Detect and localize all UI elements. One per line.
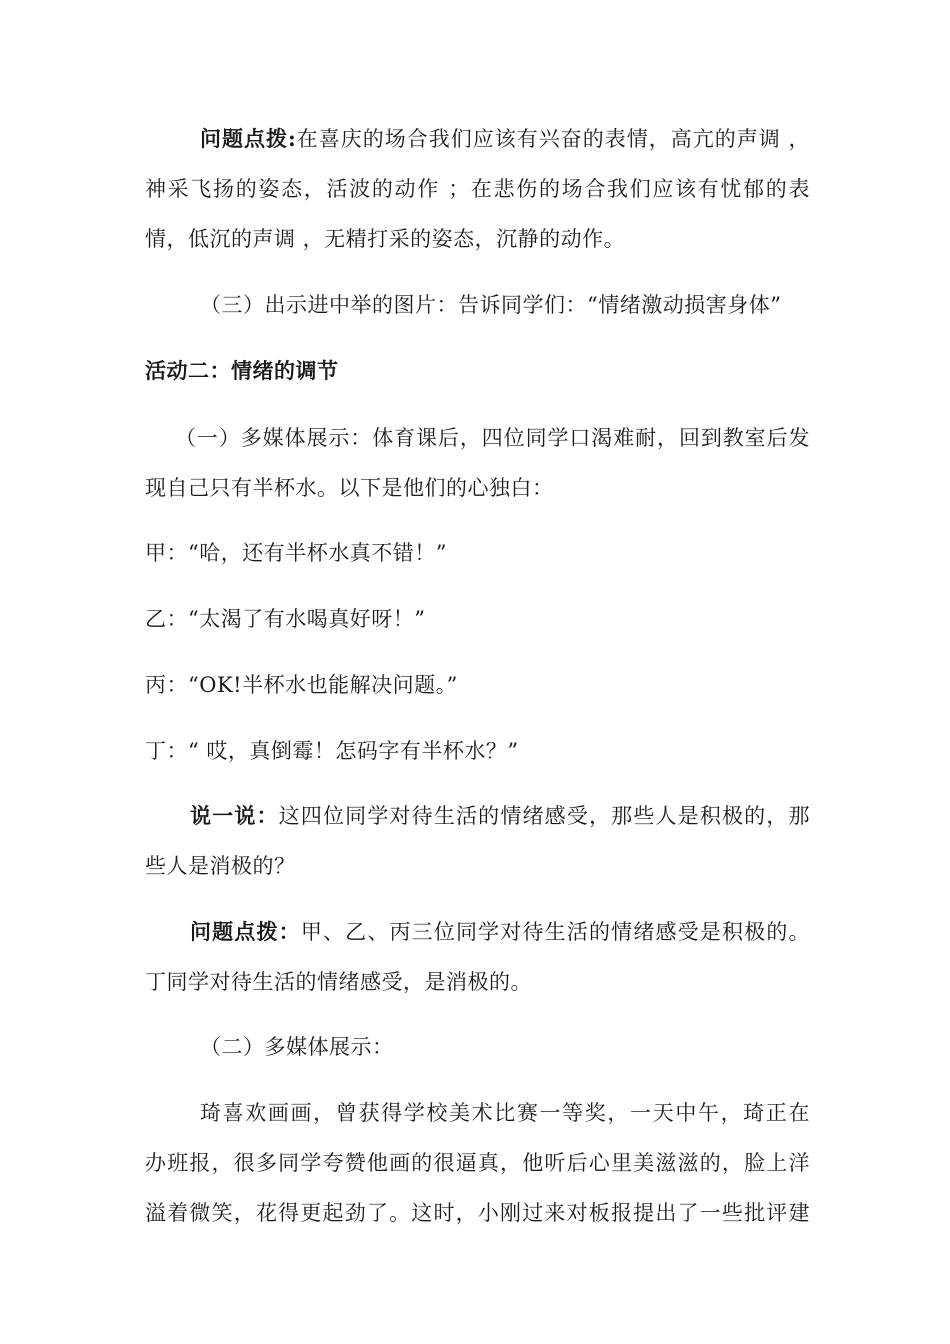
para3-line1: （一）多媒体展示：体育课后，四位同学口渴难耐，回到教室后发 — [175, 426, 810, 450]
para5-text-1: 甲、乙、丙三位同学对待生活的情绪感受是积极的。 — [300, 920, 811, 944]
para1-line1 — [200, 125, 810, 153]
para1-line2: 神采飞扬的姿态，活波的动作 ；在悲伤的场合我们应该有忧郁的表 — [145, 177, 810, 201]
para4-label: 说一说： — [190, 803, 279, 828]
para2-text: （三）出示进中举的图片：告诉同学们：“情绪激动损害身体” — [200, 293, 782, 317]
para1-line3: 情，低沉的声调 ，无精打采的姿态，沉静的动作。 — [145, 227, 626, 251]
para3-line2: 现自己只有半杯水。以下是他们的心独白： — [145, 476, 554, 500]
quote-jia: 甲：“哈，还有半杯水真不错！” — [145, 541, 447, 565]
para1-text-1: 在喜庆的场合我们应该有兴奋的表情，高亢的声调 ， — [296, 127, 810, 151]
para1-label: 问题点拨: — [200, 126, 297, 151]
para7-line2: 办班报，很多同学夸赞他画的很逼真，他听后心里美滋滋的，脸上洋 — [145, 1151, 810, 1175]
para4-text-1: 这四位同学对待生活的情绪感受，那些人是积极的，那 — [278, 804, 811, 828]
quote-ding: 丁：“ 哎，真倒霉！怎码字有半杯水？” — [145, 739, 519, 763]
para4-line1 — [190, 802, 810, 830]
quote-bing: 丙：“OK!半杯水也能解决问题。” — [145, 673, 458, 697]
para7-line1: 琦喜欢画画，曾获得学校美术比赛一等奖，一天中午，琦正在 — [200, 1101, 810, 1125]
para5-line2: 丁同学对待生活的情绪感受，是消极的。 — [145, 970, 532, 994]
section-heading: 活动二：情绪的调节 — [145, 358, 339, 383]
para5-label: 问题点拨： — [190, 919, 301, 944]
para6-text: （二）多媒体展示： — [200, 1035, 394, 1059]
para4-line2: 些人是消极的？ — [145, 854, 296, 878]
quote-yi: 乙：“太渴了有水喝真好呀！” — [145, 607, 426, 631]
para5-line1 — [190, 918, 810, 946]
para7-line3: 溢着微笑，花得更起劲了。这时，小刚过来对板报提出了一些批评建 — [145, 1201, 810, 1225]
